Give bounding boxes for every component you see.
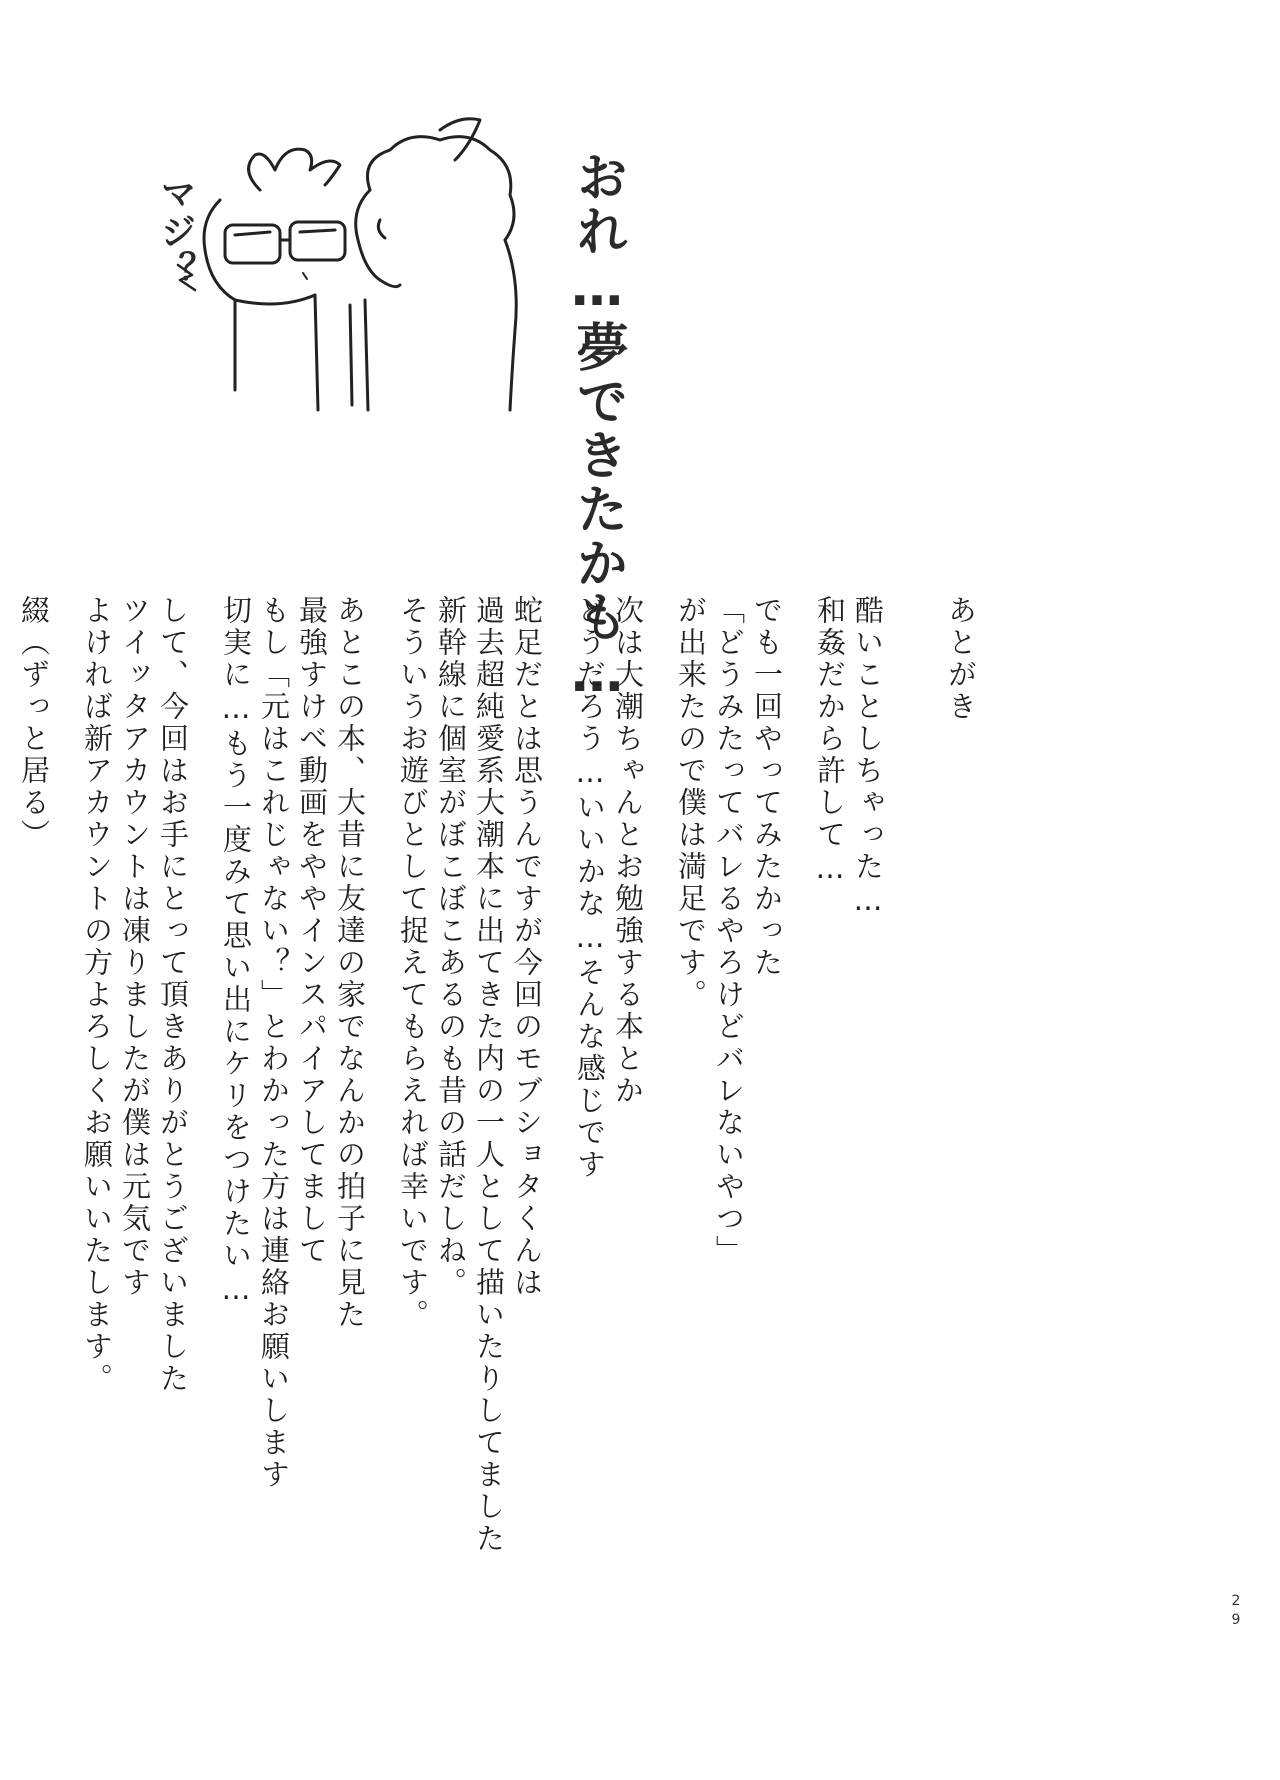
afterword-line: よければ新アカウントの方よろしくお願いいたします。 [80, 595, 114, 1395]
afterword-line: 酷いことしちゃった… [851, 595, 885, 920]
afterword-line: 新幹線に個室がぼこぼこあるのも昔の話だしね。 [434, 595, 468, 1299]
speech-text-right: おれ…夢できたかも… [567, 150, 627, 706]
afterword-line: そういうお遊びとして捉えてもらえれば幸いです。 [396, 595, 430, 1331]
afterword-line: 最強すけべ動画をややインスパイアしてまして [295, 595, 329, 1267]
afterword-heading: あとがき [944, 595, 978, 723]
afterword-line: もし「元はこれじゃない？」とわかった方は連絡お願いします [257, 595, 291, 1491]
afterword-text [15, 595, 980, 1555]
afterword-line: 次は大潮ちゃんとお勉強する本とか [611, 595, 645, 1107]
speech-text-left: マジ？ [155, 175, 196, 289]
afterword-line: どうだろう…いいかな…そんな感じです [573, 595, 607, 1181]
afterword-line: 「どうみたってバレるやろけどバレないやつ」 [712, 595, 746, 1267]
afterword-line: 切実に…もう一度みて思い出にケリをつけたい… [219, 595, 253, 1309]
afterword-line: でも一回やってみたかった [750, 595, 784, 979]
afterword-line: して、今回はお手にとって頂きありがとうございました [156, 595, 190, 1395]
afterword-line: 蛇足だとは思うんですが今回のモブショタくんは [510, 595, 544, 1299]
afterword-line: あとこの本、大昔に友達の家でなんかの拍子に見た [333, 595, 367, 1331]
page-number: 29 [1228, 1593, 1244, 1631]
afterword-signature: 綴（ずっと居る） [17, 595, 51, 851]
afterword-line: ツイッタアカウントは凍りましたが僕は元気です [118, 595, 152, 1299]
afterword-line: が出来たので僕は満足です。 [674, 595, 708, 1011]
afterword-line: 過去超純愛系大潮本に出てきた内の一人として描いたりしてました [472, 595, 506, 1555]
afterword-line: 和姦だから許して… [813, 595, 847, 888]
